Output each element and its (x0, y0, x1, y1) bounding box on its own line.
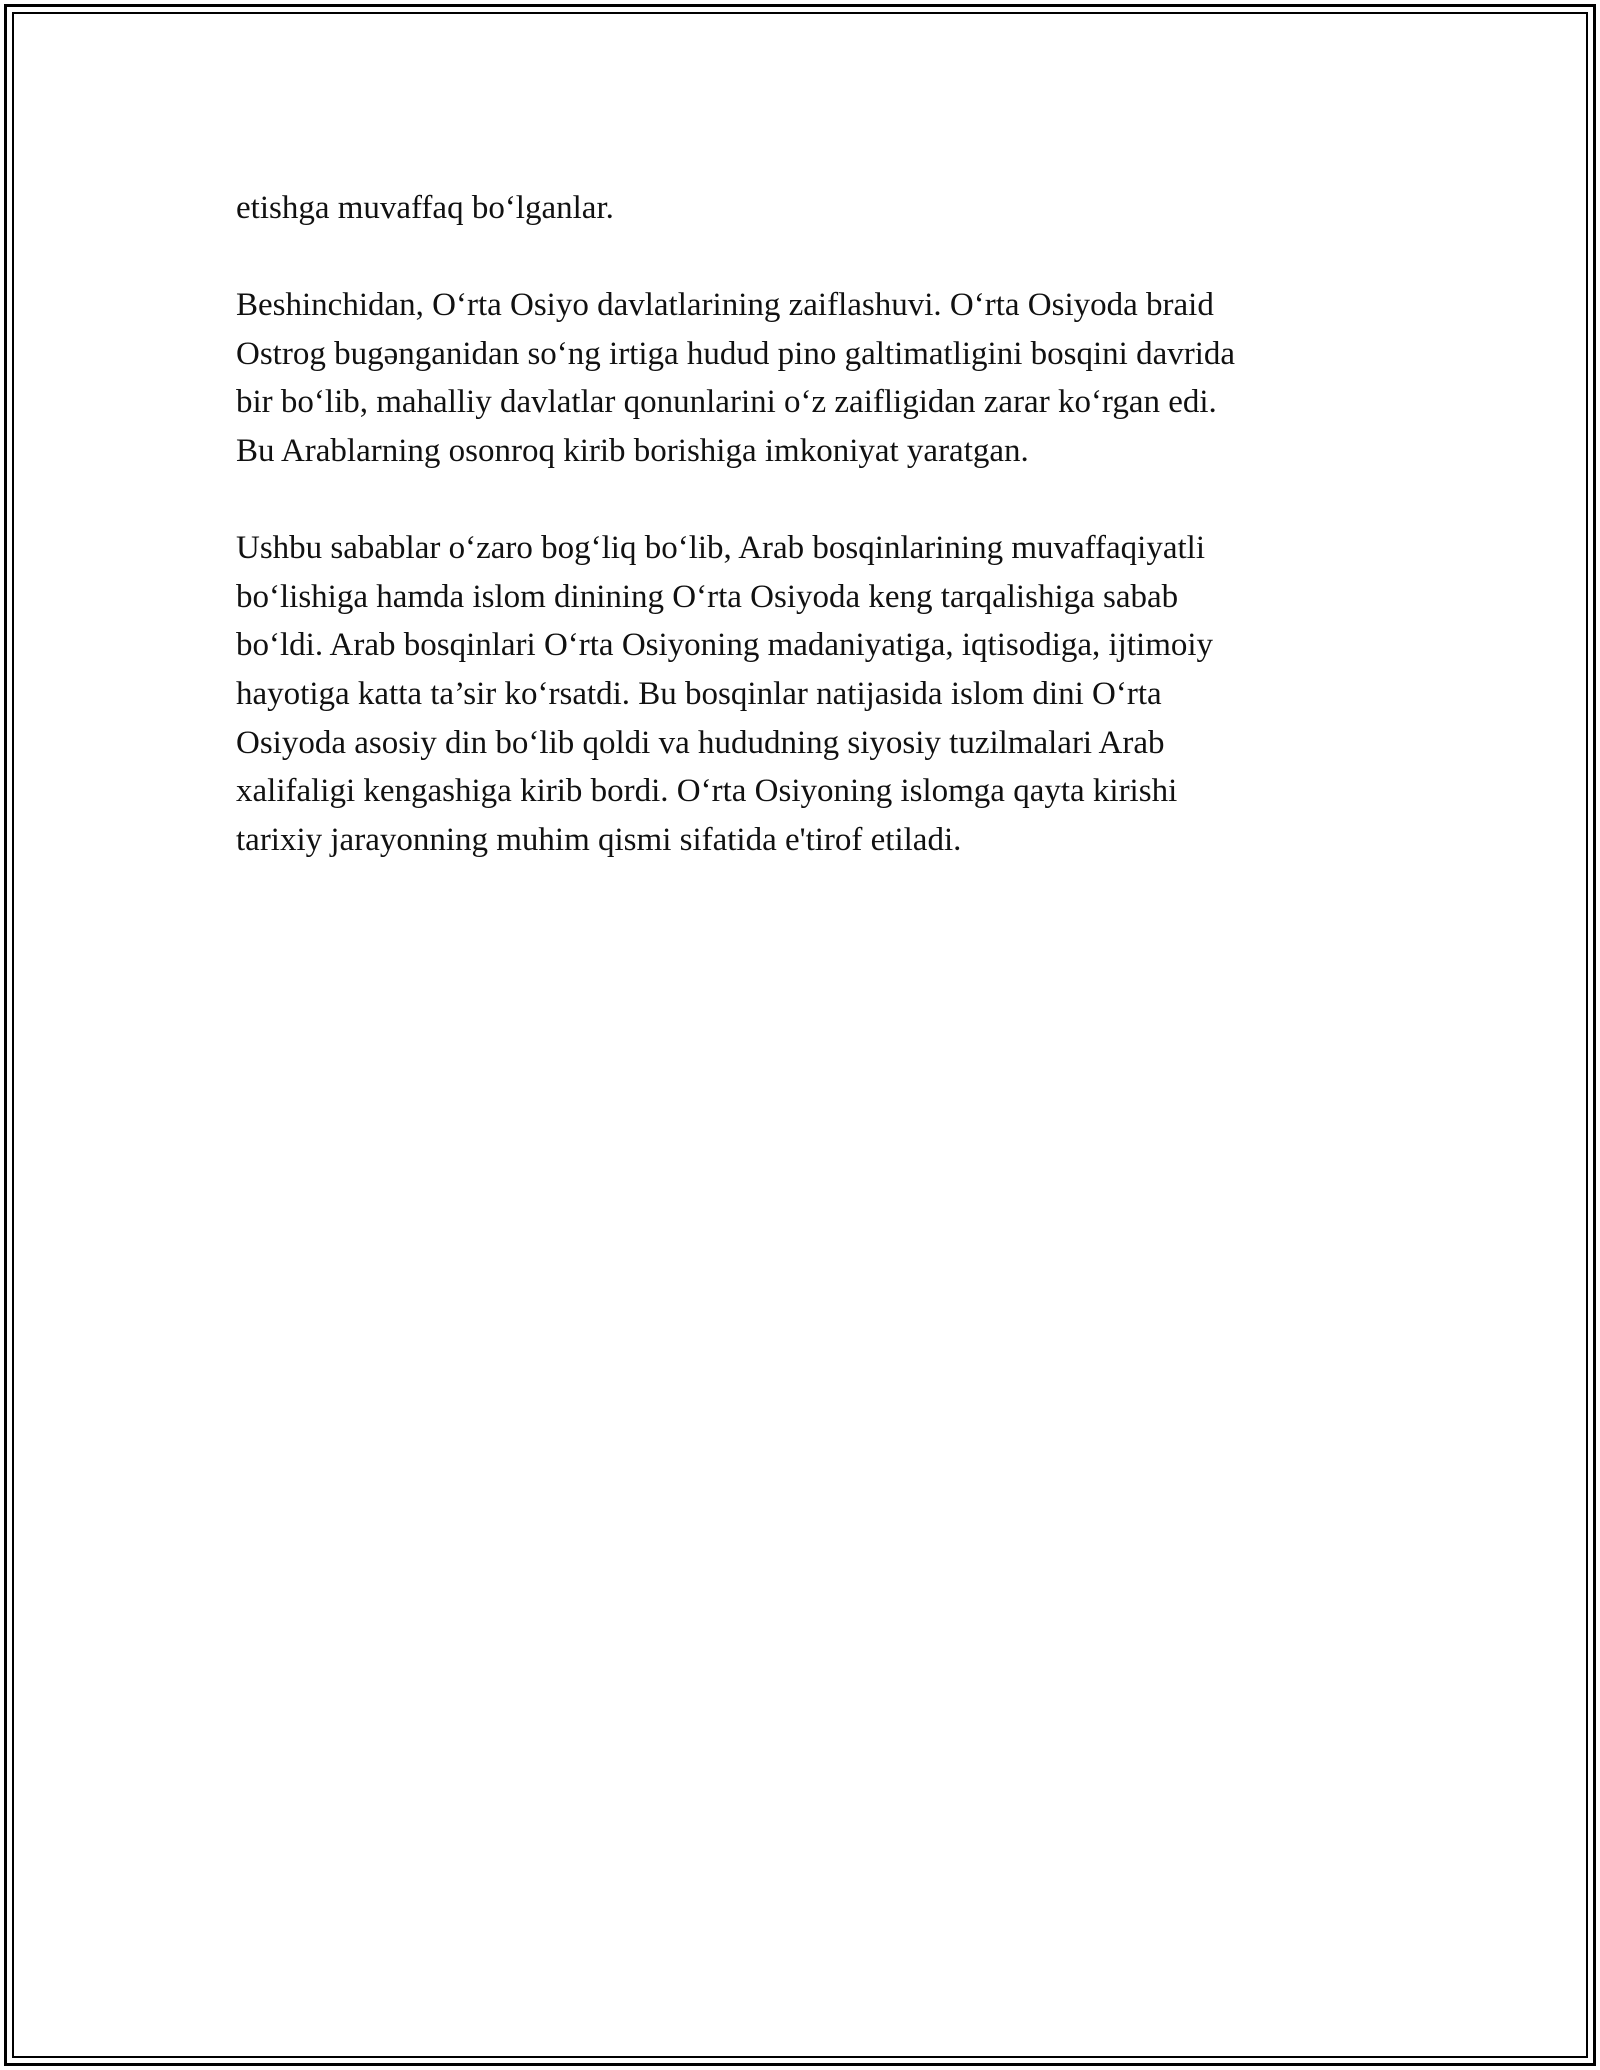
paragraph-conclusion: Ushbu sabablar o‘zaro bog‘liq bo‘lib, Arab bosqinlarining muvaffaqiyatli bo‘lishiga hamda islom dinining O‘rta Osiyoda keng tarqalishiga sabab bo‘ldi. Arab bosqinlari O‘rta Osiyoning madaniyatiga, iqtisodiga, ijtimoiy hayotiga katta ta’sir ko‘rsatdi. Bu bosqinlar natijasida islom dini O‘rta Osiyoda asosiy din bo‘lib qoldi va hududning siyosiy tuzilmalari Arab xalifaligi kengashiga kirib bordi. O‘rta Osiyoning islomga qayta kirishi tarixiy jarayonning muhim qismi sifatida e'tirof etiladi. (236, 530, 1214, 858)
paragraph-fifth-reason: Beshinchidan, O‘rta Osiyo davlatlarining zaiflashuvi. O‘rta Osiyoda braid Ostrog bugənganidan so‘ng irtiga hudud pino galtimatligini bosqini davrida bir bo‘lib, mahalliy davlatlar qonunlarini o‘z zaifligidan zarar ko‘rgan edi. Bu Arablarning osonroq kirib borishiga imkoniyat yaratgan. (236, 287, 1236, 469)
document-body (236, 184, 1366, 913)
paragraph-continuation: etishga muvaffaq bo‘lganlar. (236, 190, 614, 226)
